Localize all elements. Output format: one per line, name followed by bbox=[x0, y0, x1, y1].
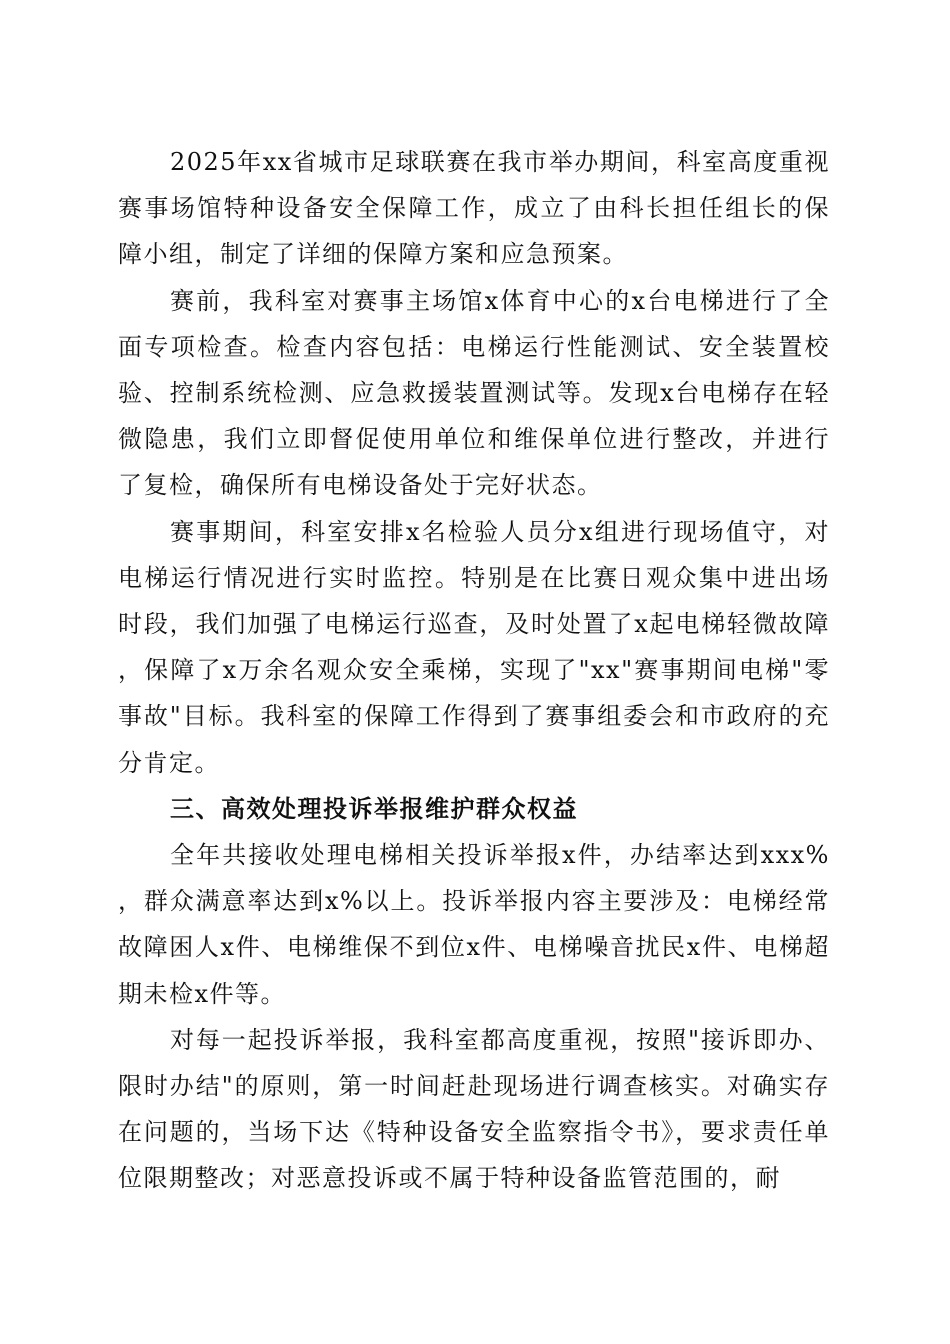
paragraph-stadium-safeguard: 2025年xx省城市足球联赛在我市举办期间，科室高度重视赛事场馆特种设备安全保障工作，成立了由科长担任组长的保障小组，制定了详细的保障方案和应急预案。 bbox=[118, 148, 830, 269]
paragraph-event-duty: 赛事期间，科室安排x名检验人员分x组进行现场值守，对电梯运行情况进行实时监控。特别是在比赛日观众集中进出场时段，我们加强了电梯运行巡查，及时处置了x起电梯轻微故障，保障了x万余名观众安全乘梯，实现了"xx"赛事期间电梯"零事故"目标。我科室的保障工作得到了赛事组委会和市政府的充分肯定。 bbox=[118, 517, 830, 777]
section-heading: 三、高效处理投诉举报维护群众权益 bbox=[170, 794, 578, 823]
paragraph-complaint-handling: 对每一起投诉举报，我科室都高度重视，按照"接诉即办、限时办结"的原则，第一时间赶赴现场进行调查核实。对确实存在问题的，当场下达《特种设备安全监察指令书》，要求责任单位限期整改；对恶意投诉或不属于特种设备监管范围的，耐 bbox=[118, 1025, 830, 1193]
paragraph-pre-event-inspection: 赛前，我科室对赛事主场馆x体育中心的x台电梯进行了全面专项检查。检查内容包括：电梯运行性能测试、安全装置校验、控制系统检测、应急救援装置测试等。发现x台电梯存在轻微隐患，我们立即督促使用单位和维保单位进行整改，并进行了复检，确保所有电梯设备处于完好状态。 bbox=[118, 286, 830, 500]
document-body bbox=[118, 139, 830, 1202]
paragraph-complaint-stats: 全年共接收处理电梯相关投诉举报x件，办结率达到xxx%，群众满意率达到x%以上。投诉举报内容主要涉及：电梯经常故障困人x件、电梯维保不到位x件、电梯噪音扰民x件、电梯超期未检x件等。 bbox=[118, 841, 830, 1008]
